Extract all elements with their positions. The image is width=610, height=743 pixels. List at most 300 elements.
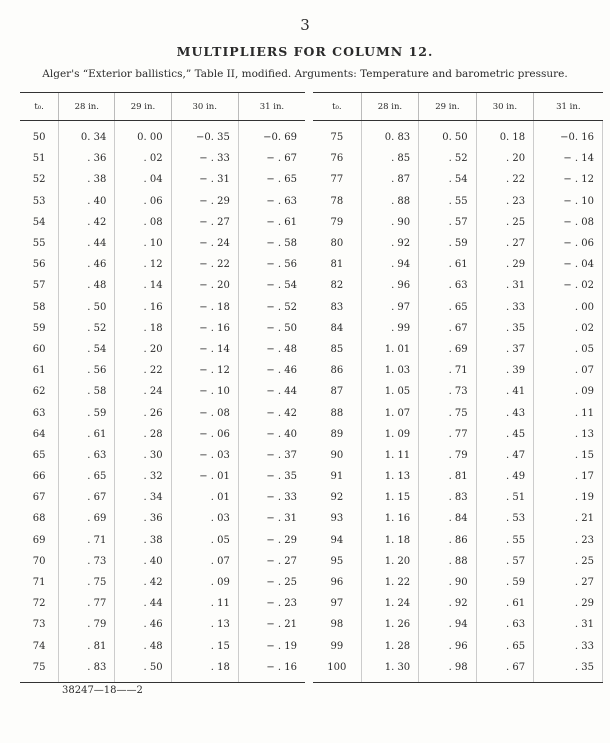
cell-30-in: . 41	[476, 381, 533, 402]
cell-30-in: . 45	[476, 424, 533, 445]
cell-temperature: 77	[330, 174, 344, 186]
cell-temperature: 89	[330, 428, 344, 440]
table-row	[20, 530, 305, 551]
cell-28-in: 1. 07	[361, 402, 418, 423]
table-row	[313, 445, 603, 466]
table-row	[313, 148, 603, 169]
cell-31-in: −0. 16	[534, 121, 603, 149]
cell-temperature: 75	[20, 657, 59, 683]
cell-28-in: . 73	[59, 551, 115, 572]
cell-31-in: − . 58	[238, 233, 305, 254]
cell-30-in: . 29	[476, 254, 533, 275]
cell-31-in: − . 29	[238, 530, 305, 551]
cell-31-in: − . 04	[534, 254, 603, 275]
cell-temperature: 55	[32, 238, 46, 250]
cell-28-in: . 69	[59, 508, 115, 529]
cell-29-in: . 50	[115, 657, 171, 683]
cell-28-in: 1. 24	[361, 593, 418, 614]
cell-29-in: . 28	[115, 424, 171, 445]
cell-temperature: 65	[32, 449, 46, 461]
table-row	[313, 424, 603, 445]
cell-31-in: − . 42	[238, 402, 305, 423]
cell-28-in: . 44	[59, 233, 115, 254]
cell-29-in: . 55	[419, 191, 476, 212]
cell-28-in: . 87	[361, 169, 418, 190]
cell-28-in: 1. 09	[361, 424, 418, 445]
cell-30-in: . 51	[476, 487, 533, 508]
cell-temperature: 94	[330, 534, 344, 546]
cell-31-in: . 17	[534, 466, 603, 487]
cell-29-in: . 86	[419, 530, 476, 551]
cell-30-in: . 03	[171, 508, 238, 529]
cell-temperature: 70	[32, 555, 46, 567]
cell-31-in: − . 48	[238, 339, 305, 360]
table-row	[313, 360, 603, 381]
cell-temperature: 66	[32, 471, 46, 483]
cell-29-in: . 36	[115, 508, 171, 529]
cell-31-in: − . 02	[534, 275, 603, 296]
cell-29-in: . 22	[115, 360, 171, 381]
cell-31-in: . 02	[534, 318, 603, 339]
cell-29-in: . 26	[115, 402, 171, 423]
cell-29-in: . 34	[115, 487, 171, 508]
cell-temperature: 74	[32, 640, 46, 652]
cell-31-in: . 31	[534, 614, 603, 635]
cell-29-in: . 79	[419, 445, 476, 466]
cell-29-in: . 10	[115, 233, 171, 254]
cell-29-in: . 84	[419, 508, 476, 529]
table-row	[313, 212, 603, 233]
cell-28-in: . 40	[59, 191, 115, 212]
cell-temperature: 67	[32, 492, 46, 504]
cell-temperature: 85	[330, 343, 344, 355]
cell-29-in: . 65	[419, 297, 476, 318]
cell-temperature: 78	[330, 195, 344, 207]
cell-29-in: . 40	[115, 551, 171, 572]
cell-28-in: . 54	[59, 339, 115, 360]
cell-31-in: − . 19	[238, 636, 305, 657]
table-row	[20, 297, 305, 318]
cell-30-in: − . 31	[171, 169, 238, 190]
cell-temperature: 87	[330, 386, 344, 398]
cell-31-in: − . 54	[238, 275, 305, 296]
cell-30-in: − . 14	[171, 339, 238, 360]
cell-temperature: 86	[330, 365, 344, 377]
cell-temperature: 88	[330, 407, 344, 419]
table-row	[313, 191, 603, 212]
cell-28-in: . 38	[59, 169, 115, 190]
cell-temperature: 83	[330, 301, 344, 313]
cell-temperature: 53	[32, 195, 46, 207]
header-28-in: 28 in.	[361, 93, 418, 121]
cell-31-in: −0. 69	[238, 121, 305, 149]
cell-31-in: − . 67	[238, 148, 305, 169]
cell-30-in: . 15	[171, 636, 238, 657]
table-row	[313, 318, 603, 339]
cell-29-in: . 18	[115, 318, 171, 339]
cell-28-in: 1. 20	[361, 551, 418, 572]
table-row	[20, 339, 305, 360]
cell-29-in: . 08	[115, 212, 171, 233]
cell-29-in: . 81	[419, 466, 476, 487]
table-row	[313, 169, 603, 190]
cell-29-in: . 88	[419, 551, 476, 572]
cell-28-in: 1. 05	[361, 381, 418, 402]
cell-temperature: 63	[32, 407, 46, 419]
cell-31-in: − . 08	[534, 212, 603, 233]
cell-28-in: . 63	[59, 445, 115, 466]
table-row	[20, 551, 305, 572]
cell-30-in: . 25	[476, 212, 533, 233]
cell-30-in: . 63	[476, 614, 533, 635]
table-row	[20, 487, 305, 508]
header-30-in: 30 in.	[476, 93, 533, 121]
cell-28-in: 1. 13	[361, 466, 418, 487]
cell-29-in: . 57	[419, 212, 476, 233]
cell-temperature: 100	[313, 657, 361, 683]
cell-28-in: . 56	[59, 360, 115, 381]
cell-28-in: . 58	[59, 381, 115, 402]
cell-29-in: . 44	[115, 593, 171, 614]
cell-28-in: 1. 18	[361, 530, 418, 551]
cell-29-in: . 02	[115, 148, 171, 169]
cell-31-in: . 25	[534, 551, 603, 572]
cell-31-in: . 19	[534, 487, 603, 508]
cell-31-in: . 35	[534, 657, 603, 683]
cell-29-in: . 24	[115, 381, 171, 402]
cell-temperature: 81	[330, 259, 344, 271]
cell-30-in: . 67	[476, 657, 533, 683]
cell-30-in: − . 22	[171, 254, 238, 275]
cell-temperature: 71	[32, 577, 46, 589]
cell-31-in: − . 52	[238, 297, 305, 318]
table-row	[313, 614, 603, 635]
table-row	[20, 169, 305, 190]
table-row	[313, 636, 603, 657]
table-row	[313, 657, 603, 683]
cell-temperature: 97	[330, 598, 344, 610]
cell-31-in: − . 31	[238, 508, 305, 529]
header-30-in: 30 in.	[171, 93, 238, 121]
table-row	[313, 297, 603, 318]
cell-31-in: − . 56	[238, 254, 305, 275]
cell-28-in: . 65	[59, 466, 115, 487]
cell-28-in: . 52	[59, 318, 115, 339]
cell-28-in: . 59	[59, 402, 115, 423]
cell-30-in: . 11	[171, 593, 238, 614]
cell-30-in: . 07	[171, 551, 238, 572]
cell-28-in: 1. 11	[361, 445, 418, 466]
cell-temperature: 57	[32, 280, 46, 292]
table-header-row	[313, 93, 603, 121]
cell-temperature: 92	[330, 492, 344, 504]
cell-28-in: . 81	[59, 636, 115, 657]
cell-temperature: 80	[330, 238, 344, 250]
cell-30-in: . 33	[476, 297, 533, 318]
header-29-in: 29 in.	[115, 93, 171, 121]
cell-30-in: − . 33	[171, 148, 238, 169]
multipliers-table-left	[20, 92, 305, 683]
cell-29-in: . 30	[115, 445, 171, 466]
cell-31-in: − . 40	[238, 424, 305, 445]
cell-temperature: 60	[32, 343, 46, 355]
cell-29-in: . 54	[419, 169, 476, 190]
cell-temperature: 69	[32, 534, 46, 546]
cell-31-in: − . 23	[238, 593, 305, 614]
cell-temperature: 54	[32, 216, 46, 228]
cell-28-in: 1. 22	[361, 572, 418, 593]
cell-30-in: 0. 18	[476, 121, 533, 149]
cell-30-in: . 05	[171, 530, 238, 551]
cell-31-in: − . 61	[238, 212, 305, 233]
cell-temperature: 79	[330, 216, 344, 228]
cell-30-in: . 59	[476, 572, 533, 593]
table-row	[313, 402, 603, 423]
cell-30-in: − . 12	[171, 360, 238, 381]
table-row	[20, 445, 305, 466]
table-row	[20, 275, 305, 296]
table-row	[20, 212, 305, 233]
table-row	[20, 318, 305, 339]
cell-31-in: . 27	[534, 572, 603, 593]
cell-temperature: 59	[32, 322, 46, 334]
cell-30-in: − . 27	[171, 212, 238, 233]
cell-30-in: . 13	[171, 614, 238, 635]
table-row	[20, 466, 305, 487]
cell-31-in: . 15	[534, 445, 603, 466]
cell-31-in: . 23	[534, 530, 603, 551]
cell-temperature: 52	[32, 174, 46, 186]
cell-30-in: − . 03	[171, 445, 238, 466]
cell-28-in: . 36	[59, 148, 115, 169]
cell-29-in: . 04	[115, 169, 171, 190]
cell-temperature: 84	[330, 322, 344, 334]
cell-29-in: . 52	[419, 148, 476, 169]
cell-30-in: . 27	[476, 233, 533, 254]
cell-30-in: . 01	[171, 487, 238, 508]
cell-28-in: . 77	[59, 593, 115, 614]
cell-30-in: − . 29	[171, 191, 238, 212]
cell-31-in: − . 65	[238, 169, 305, 190]
cell-31-in: − . 21	[238, 614, 305, 635]
cell-31-in: − . 63	[238, 191, 305, 212]
cell-31-in: − . 33	[238, 487, 305, 508]
cell-29-in: . 32	[115, 466, 171, 487]
cell-28-in: . 99	[361, 318, 418, 339]
cell-31-in: − . 27	[238, 551, 305, 572]
table-row	[20, 657, 305, 683]
printer-signature: 38247—18——2	[62, 685, 143, 696]
cell-temperature: 56	[32, 259, 46, 271]
cell-30-in: . 20	[476, 148, 533, 169]
cell-30-in: . 22	[476, 169, 533, 190]
cell-temperature: 98	[330, 619, 344, 631]
multipliers-table-right	[313, 92, 603, 683]
cell-temperature: 62	[32, 386, 46, 398]
table-row	[20, 614, 305, 635]
cell-30-in: −0. 35	[171, 121, 238, 149]
cell-29-in: . 71	[419, 360, 476, 381]
table-row	[20, 636, 305, 657]
cell-28-in: . 67	[59, 487, 115, 508]
cell-30-in: . 55	[476, 530, 533, 551]
cell-28-in: . 48	[59, 275, 115, 296]
cell-29-in: . 83	[419, 487, 476, 508]
cell-31-in: . 29	[534, 593, 603, 614]
cell-29-in: . 69	[419, 339, 476, 360]
cell-29-in: . 61	[419, 254, 476, 275]
cell-28-in: . 61	[59, 424, 115, 445]
cell-31-in: − . 35	[238, 466, 305, 487]
cell-temperature: 96	[330, 577, 344, 589]
cell-31-in: . 05	[534, 339, 603, 360]
table-body-left	[20, 121, 305, 683]
table-row	[20, 191, 305, 212]
cell-28-in: 1. 26	[361, 614, 418, 635]
table-row	[313, 487, 603, 508]
table-row	[313, 551, 603, 572]
cell-29-in: . 94	[419, 614, 476, 635]
cell-31-in: . 09	[534, 381, 603, 402]
cell-29-in: . 96	[419, 636, 476, 657]
cell-29-in: . 48	[115, 636, 171, 657]
cell-28-in: . 85	[361, 148, 418, 169]
cell-30-in: . 23	[476, 191, 533, 212]
cell-29-in: 0. 50	[419, 121, 476, 149]
cell-temperature: 95	[330, 555, 344, 567]
cell-30-in: . 53	[476, 508, 533, 529]
cell-28-in: . 75	[59, 572, 115, 593]
cell-28-in: . 94	[361, 254, 418, 275]
cell-28-in: 1. 28	[361, 636, 418, 657]
cell-29-in: . 20	[115, 339, 171, 360]
page-number: 3	[300, 16, 310, 34]
table-row	[313, 275, 603, 296]
cell-30-in: − . 08	[171, 402, 238, 423]
cell-30-in: − . 06	[171, 424, 238, 445]
cell-31-in: . 33	[534, 636, 603, 657]
cell-31-in: . 00	[534, 297, 603, 318]
cell-30-in: . 61	[476, 593, 533, 614]
cell-30-in: . 49	[476, 466, 533, 487]
cell-temperature: 58	[32, 301, 46, 313]
table-row	[313, 572, 603, 593]
table-subtitle: Alger's “Exterior ballistics,” Table II, modified. Arguments: Temperature and barometric pressure.	[42, 68, 568, 80]
cell-29-in: . 16	[115, 297, 171, 318]
cell-temperature: 61	[32, 365, 46, 377]
cell-29-in: . 75	[419, 402, 476, 423]
table-row	[20, 148, 305, 169]
cell-temperature: 99	[330, 640, 344, 652]
header-31-in: 31 in.	[534, 93, 603, 121]
table-row	[313, 508, 603, 529]
cell-31-in: − . 12	[534, 169, 603, 190]
table-row	[20, 381, 305, 402]
cell-30-in: − . 24	[171, 233, 238, 254]
cell-30-in: . 43	[476, 402, 533, 423]
cell-temperature: 64	[32, 428, 46, 440]
cell-temperature: 82	[330, 280, 344, 292]
cell-30-in: . 35	[476, 318, 533, 339]
cell-28-in: 1. 15	[361, 487, 418, 508]
cell-30-in: . 31	[476, 275, 533, 296]
cell-28-in: . 90	[361, 212, 418, 233]
table-row	[20, 572, 305, 593]
cell-30-in: − . 20	[171, 275, 238, 296]
table-row	[20, 254, 305, 275]
table-body-right	[313, 121, 603, 683]
cell-31-in: − . 25	[238, 572, 305, 593]
cell-28-in: 1. 30	[361, 657, 418, 683]
cell-29-in: . 14	[115, 275, 171, 296]
header-29-in: 29 in.	[419, 93, 476, 121]
cell-temperature: 93	[330, 513, 344, 525]
header-31-in: 31 in.	[238, 93, 305, 121]
cell-30-in: − . 18	[171, 297, 238, 318]
cell-31-in: . 07	[534, 360, 603, 381]
cell-29-in: . 73	[419, 381, 476, 402]
cell-30-in: . 09	[171, 572, 238, 593]
cell-31-in: − . 50	[238, 318, 305, 339]
cell-28-in: . 50	[59, 297, 115, 318]
cell-31-in: − . 14	[534, 148, 603, 169]
table-row	[20, 424, 305, 445]
cell-28-in: . 42	[59, 212, 115, 233]
table-row	[313, 121, 603, 149]
cell-28-in: 1. 16	[361, 508, 418, 529]
table-row	[313, 381, 603, 402]
cell-29-in: . 67	[419, 318, 476, 339]
cell-28-in: . 83	[59, 657, 115, 683]
cell-31-in: . 13	[534, 424, 603, 445]
table-row	[313, 254, 603, 275]
cell-31-in: − . 37	[238, 445, 305, 466]
cell-28-in: . 97	[361, 297, 418, 318]
table-row	[313, 466, 603, 487]
table-row	[313, 530, 603, 551]
cell-29-in: . 42	[115, 572, 171, 593]
cell-30-in: . 57	[476, 551, 533, 572]
cell-31-in: − . 06	[534, 233, 603, 254]
cell-29-in: 0. 00	[115, 121, 171, 149]
table-row	[20, 402, 305, 423]
cell-28-in: 0. 34	[59, 121, 115, 149]
cell-30-in: . 39	[476, 360, 533, 381]
cell-29-in: . 63	[419, 275, 476, 296]
cell-30-in: . 18	[171, 657, 238, 683]
table-row	[20, 233, 305, 254]
cell-28-in: 1. 03	[361, 360, 418, 381]
table-row	[20, 360, 305, 381]
header-temperature: t₀.	[20, 93, 59, 121]
table-row	[20, 508, 305, 529]
cell-29-in: . 59	[419, 233, 476, 254]
cell-31-in: − . 16	[238, 657, 305, 683]
cell-28-in: . 96	[361, 275, 418, 296]
cell-28-in: . 88	[361, 191, 418, 212]
table-header-row	[20, 93, 305, 121]
cell-31-in: . 11	[534, 402, 603, 423]
cell-29-in: . 46	[115, 614, 171, 635]
table-row	[313, 339, 603, 360]
cell-30-in: − . 01	[171, 466, 238, 487]
cell-31-in: − . 46	[238, 360, 305, 381]
cell-28-in: . 46	[59, 254, 115, 275]
cell-temperature: 72	[32, 598, 46, 610]
cell-temperature: 75	[330, 132, 344, 144]
cell-29-in: . 38	[115, 530, 171, 551]
cell-30-in: . 65	[476, 636, 533, 657]
